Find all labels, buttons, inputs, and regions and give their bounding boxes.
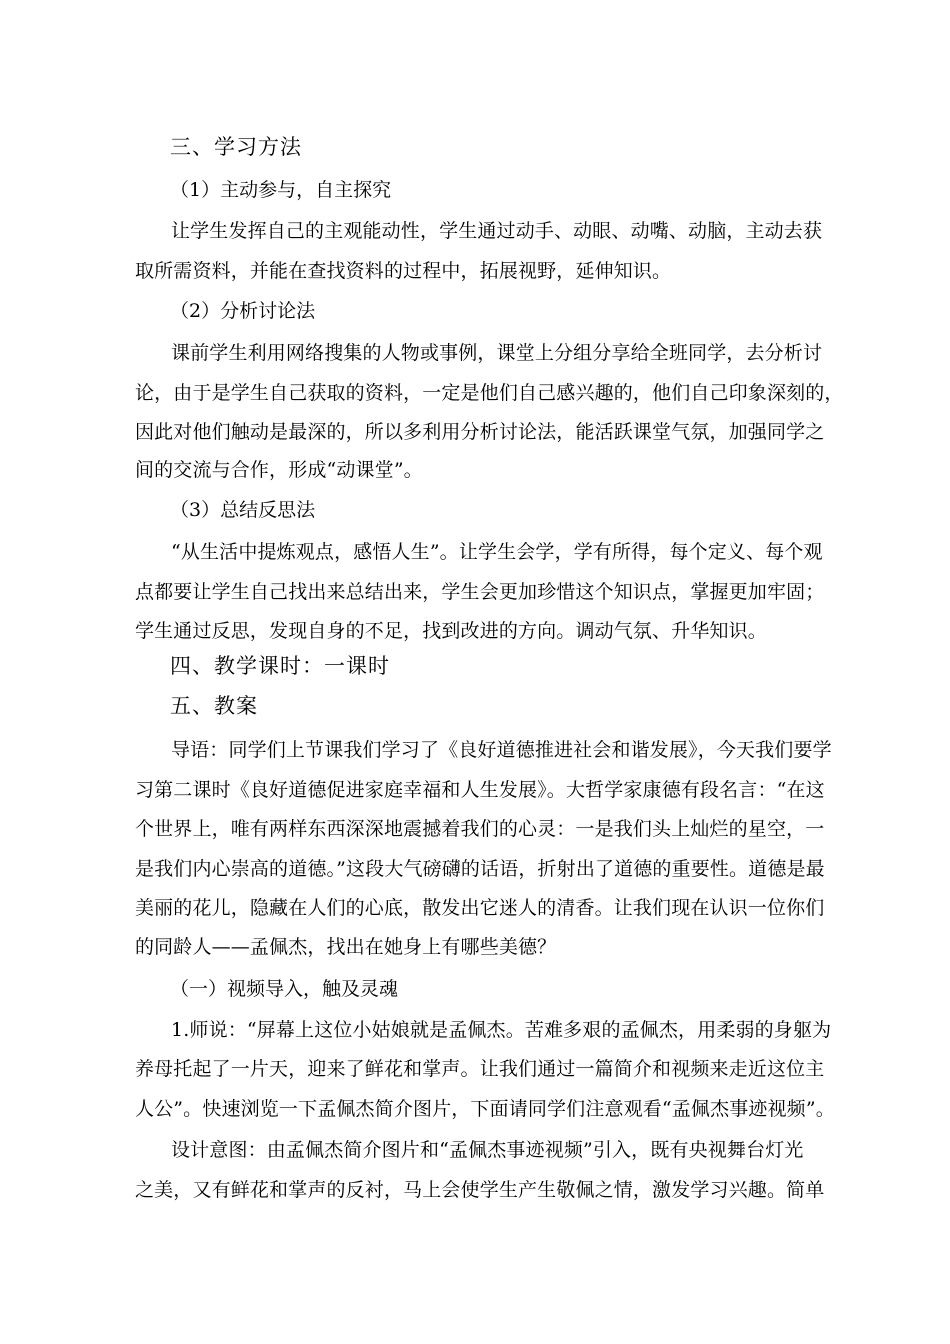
design-intent-line: 之美，又有鲜花和掌声的反衬，马上会使学生产生敬佩之情，激发学习兴趣。简单 — [135, 1179, 825, 1201]
method-1-paragraph-line: 让学生发挥自己的主观能动性，学生通过动手、动眼、动嘴、动脑，主动去获 — [171, 220, 823, 242]
intro-paragraph-line: 个世界上，唯有两样东西深深地震撼着我们的心灵：一是我们头上灿烂的星空，一 — [135, 818, 825, 840]
teacher-says-line: 人公”。快速浏览一下孟佩杰简介图片，下面请同学们注意观看“孟佩杰事迹视频”。 — [135, 1098, 835, 1120]
method-3-paragraph-line: 学生通过反思，发现自身的不足，找到改进的方向。调动气氛、升华知识。 — [135, 620, 767, 642]
method-2-paragraph-line: 论，由于是学生自己获取的资料，一定是他们自己感兴趣的，他们自己印象深刻的， — [135, 382, 844, 404]
method-1-title: （1）主动参与，自主探究 — [170, 179, 392, 201]
section-heading-lesson-plan: 五、教案 — [170, 694, 258, 718]
method-3-paragraph-line: 点都要让学生自己找出来总结出来，学生会更加珍惜这个知识点，掌握更加牢固； — [135, 581, 825, 603]
method-2-title: （2）分析讨论法 — [170, 300, 316, 322]
teacher-says-line: 养母托起了一片天，迎来了鲜花和掌声。让我们通过一篇简介和视频来走近这位主 — [135, 1058, 825, 1080]
method-2-paragraph-line: 因此对他们触动是最深的，所以多利用分析讨论法，能活跃课堂气氛，加强同学之 — [135, 421, 825, 443]
intro-paragraph-line: 习第二课时《良好道德促进家庭幸福和人生发展》。大哲学家康德有段名言：“在这 — [135, 779, 825, 801]
method-3-paragraph-line: “从生活中提炼观点，感悟人生”。让学生会学，学有所得，每个定义、每个观 — [171, 541, 823, 563]
method-2-paragraph-line: 课前学生利用网络搜集的人物或事例，课堂上分组分享给全班同学，去分析讨 — [171, 342, 823, 364]
teacher-says-line: 1.师说：“屏幕上这位小姑娘就是孟佩杰。苦难多艰的孟佩杰，用柔弱的身躯为 — [171, 1019, 832, 1041]
method-2-paragraph-line: 间的交流与合作，形成“动课堂”。 — [135, 459, 423, 481]
intro-paragraph-line: 是我们内心崇高的道德。”这段大气磅礴的话语，折射出了道德的重要性。道德是最 — [135, 858, 825, 880]
intro-paragraph-line: 美丽的花儿，隐藏在人们的心底，散发出它迷人的清香。让我们现在认识一位你们 — [135, 897, 825, 919]
intro-paragraph-line: 的同龄人——孟佩杰，找出在她身上有哪些美德？ — [135, 936, 557, 958]
section-heading-class-hours: 四、教学课时：一课时 — [170, 654, 390, 678]
part-1-title: （一）视频导入，触及灵魂 — [170, 978, 399, 1000]
section-heading-learning-methods: 三、学习方法 — [170, 135, 302, 159]
design-intent-line: 设计意图：由孟佩杰简介图片和“孟佩杰事迹视频”引入，既有央视舞台灯光 — [171, 1139, 804, 1161]
method-3-title: （3）总结反思法 — [170, 499, 316, 521]
method-1-paragraph-line: 取所需资料，并能在查找资料的过程中，拓展视野，延伸知识。 — [135, 260, 672, 282]
intro-paragraph-line: 导语：同学们上节课我们学习了《良好道德推进社会和谐发展》，今天我们要学 — [171, 739, 832, 761]
